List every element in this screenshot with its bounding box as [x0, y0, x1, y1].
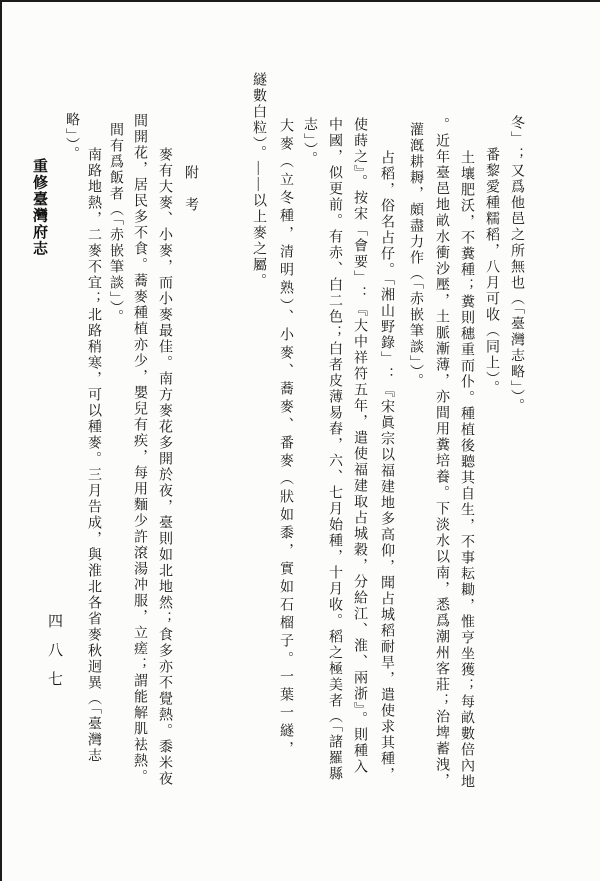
text-column: 灌漑耕耨，頗盡力作（「赤嵌筆談」）。	[408, 122, 423, 389]
text-column: 。近年臺邑地畝水衝沙壓，土脈漸薄，亦間用糞培養。下淡水以南，悉爲潮州客莊；治埤蓄洩，	[434, 117, 449, 789]
page-number: 四八七	[46, 613, 62, 700]
text-column: 中國，似更前。有赤、白二色；白者皮薄易舂，六、七月始種，十月收。稻之極美者（「諸羅縣	[327, 117, 342, 782]
text-column: 大麥（立冬種，清明熟）、小麥、蕎麥、番麥（狀如黍，實如石榴子。一葉一繸，	[278, 118, 293, 759]
text-column: 使蒔之』。按宋「會要」：『大中祥符五年，遣使福建取占城穀，分給江、淮、兩浙』。則種入	[352, 117, 367, 775]
text-column: 冬」；又爲他邑之所無也（「臺灣志略」）。	[509, 115, 524, 414]
text-column: 土壤肥沃，不糞種；糞則穗重而仆。種植後聽其自生，不事耘耡，惟亨坐獲；每畝數倍內地	[459, 150, 474, 790]
scan-edge-top	[0, 0, 600, 2]
text-column: 志」）。	[302, 117, 317, 167]
text-column: 間有爲飯者（「赤嵌筆談」）。	[108, 122, 123, 325]
text-column: 略」）。	[64, 112, 79, 162]
text-column: 南路地熱，二麥不宜；北路稍寒，可以種麥。三月告成，與淮北各省麥秋迥異（「臺灣志	[86, 147, 101, 764]
text-column: 間開花，居民多不食。蕎麥種植亦少，嬰兒有疾，每用麵少許滾湯冲服，立瘥；謂能解肌袪熱。	[132, 113, 147, 785]
text-column: 繸數白粒）。——以上麥之屬。	[251, 72, 266, 289]
text-column: 麥有大麥、小麥，而小麥最佳。南方麥花多開於夜，臺則如北地然；食多亦不覺熱。黍米夜	[157, 147, 172, 787]
scan-edge-left	[0, 0, 2, 881]
section-heading: 附 考	[183, 165, 198, 213]
text-column: 占稻，俗名占仔。「湘山野錄」：『宋眞宗以福建地多高仰，聞占城稻耐旱，遣使求其種，	[379, 150, 394, 783]
running-title: 重修臺灣府志	[31, 158, 47, 257]
text-column: 番黎愛種糯稻，八月可收（同上）。	[484, 147, 499, 396]
